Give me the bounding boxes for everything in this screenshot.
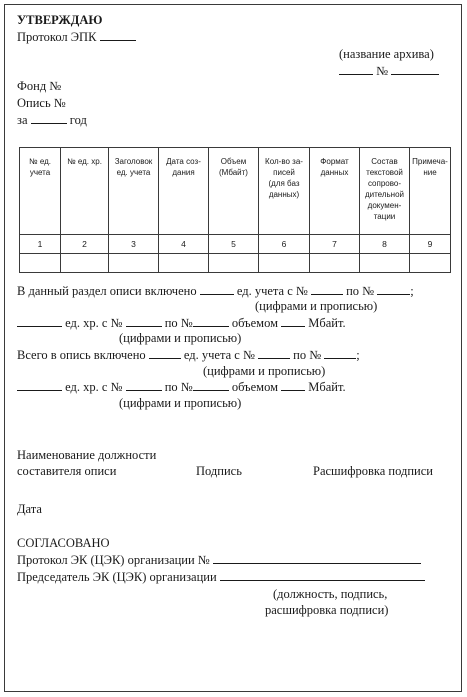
volume-label: объемом — [231, 316, 278, 330]
table-cell[interactable] — [259, 254, 310, 273]
opis-label: Опись № — [17, 96, 66, 110]
total-volume-label: объемом — [231, 380, 278, 394]
fond-label: Фонд № — [17, 79, 62, 93]
storage-from-blank[interactable] — [126, 316, 162, 327]
signature-label: Подпись — [196, 464, 242, 478]
column-header: Дата соз- дания — [159, 148, 209, 235]
total-included-line — [17, 348, 360, 363]
ek-protocol-line — [17, 553, 421, 568]
archive-number-line — [339, 64, 439, 79]
archive-number-blank[interactable] — [391, 64, 439, 75]
column-header: Состав текстовой сопрово- дительной докумен- тации — [360, 148, 410, 235]
storage-to-blank[interactable] — [193, 316, 229, 327]
ek-chairman-blank[interactable] — [220, 570, 425, 581]
section-included-line — [17, 284, 414, 299]
protocol-epk-label: Протокол ЭПК — [17, 30, 97, 44]
total-storage-from-label: ед. хр. с № — [65, 380, 123, 394]
total-included-label: Всего в опись включено — [17, 348, 146, 362]
ek-protocol-label: Протокол ЭК (ЦЭК) организации № — [17, 553, 210, 567]
section-units-count-blank[interactable] — [200, 284, 234, 295]
ek-chairman-line — [17, 570, 425, 585]
archive-name-caption: (название архива) — [339, 47, 434, 61]
column-header: № ед. хр. — [61, 148, 109, 235]
total-units-from-label: ед. учета с № — [183, 348, 255, 362]
units-from-blank[interactable] — [311, 284, 343, 295]
table-cell[interactable] — [209, 254, 259, 273]
column-header: Формат данных — [310, 148, 360, 235]
table-header-row — [20, 148, 451, 235]
volume-blank[interactable] — [281, 316, 305, 327]
column-number: 3 — [109, 235, 159, 254]
table-row[interactable] — [20, 254, 451, 273]
column-number: 1 — [20, 235, 61, 254]
approve-heading: УТВЕРЖДАЮ — [17, 13, 103, 27]
protocol-epk-blank[interactable] — [100, 30, 136, 41]
archive-no-sign: № — [376, 64, 389, 78]
column-number: 9 — [410, 235, 451, 254]
units-from-label: ед. учета с № — [236, 284, 308, 298]
column-number: 7 — [310, 235, 360, 254]
hint-digits-words: (цифрами и прописью) — [255, 299, 378, 313]
table-cell[interactable] — [61, 254, 109, 273]
signature-decode-label: Расшифровка подписи — [313, 464, 433, 478]
section-storage-line — [17, 316, 346, 331]
column-header: Объем (Мбайт) — [209, 148, 259, 235]
total-units-count-blank[interactable] — [149, 348, 181, 359]
year-blank[interactable] — [31, 113, 67, 124]
storage-from-label: ед. хр. с № — [65, 316, 123, 330]
total-storage-from-blank[interactable] — [126, 380, 162, 391]
ek-chairman-label: Председатель ЭК (ЦЭК) организации — [17, 570, 217, 584]
column-number: 2 — [61, 235, 109, 254]
units-to-label: по № — [346, 284, 375, 298]
total-storage-count-blank[interactable] — [17, 380, 62, 391]
za-label: за — [17, 113, 28, 127]
hint-digits-words: (цифрами и прописью) — [203, 364, 326, 378]
storage-to-label: по № — [164, 316, 193, 330]
table-cell[interactable] — [360, 254, 410, 273]
column-number: 5 — [209, 235, 259, 254]
position-title-line2: составителя описи — [17, 464, 117, 478]
archive-date-blank[interactable] — [339, 64, 373, 75]
total-volume-blank[interactable] — [281, 380, 305, 391]
agreed-heading: СОГЛАСОВАНО — [17, 536, 110, 550]
column-number: 6 — [259, 235, 310, 254]
total-units-to-label: по № — [293, 348, 322, 362]
god-label: год — [69, 113, 87, 127]
section-included-label: В данный раздел описи включено — [17, 284, 197, 298]
column-number: 8 — [360, 235, 410, 254]
inventory-form — [4, 4, 462, 692]
chairman-note-line1: (должность, подпись, — [273, 587, 388, 601]
column-number-row — [20, 235, 451, 254]
ek-protocol-blank[interactable] — [213, 553, 421, 564]
column-header: Заголовок ед. учета — [109, 148, 159, 235]
storage-count-blank[interactable] — [17, 316, 62, 327]
total-storage-to-label: по № — [164, 380, 193, 394]
table-cell[interactable] — [109, 254, 159, 273]
total-storage-line — [17, 380, 346, 395]
units-to-blank[interactable] — [377, 284, 410, 295]
total-units-from-blank[interactable] — [258, 348, 290, 359]
mbyte-unit: Мбайт. — [308, 316, 346, 330]
position-title-line1: Наименование должности — [17, 448, 157, 462]
date-label: Дата — [17, 502, 42, 516]
total-mbyte-unit: Мбайт. — [308, 380, 346, 394]
total-units-to-blank[interactable] — [324, 348, 356, 359]
column-header: Примеча- ние — [410, 148, 451, 235]
column-header: Кол-во за- писей (для баз данных) — [259, 148, 310, 235]
table-cell[interactable] — [310, 254, 360, 273]
table-cell[interactable] — [20, 254, 61, 273]
semicolon: ; — [356, 348, 360, 362]
hint-digits-words: (цифрами и прописью) — [119, 396, 242, 410]
total-storage-to-blank[interactable] — [193, 380, 229, 391]
year-line — [17, 113, 87, 128]
column-header: № ед. учета — [20, 148, 61, 235]
inventory-table — [19, 147, 451, 273]
protocol-epk-line — [17, 30, 136, 45]
chairman-note-line2: расшифровка подписи) — [265, 603, 389, 617]
column-number: 4 — [159, 235, 209, 254]
hint-digits-words: (цифрами и прописью) — [119, 331, 242, 345]
table-cell[interactable] — [159, 254, 209, 273]
semicolon: ; — [410, 284, 414, 298]
table-cell[interactable] — [410, 254, 451, 273]
